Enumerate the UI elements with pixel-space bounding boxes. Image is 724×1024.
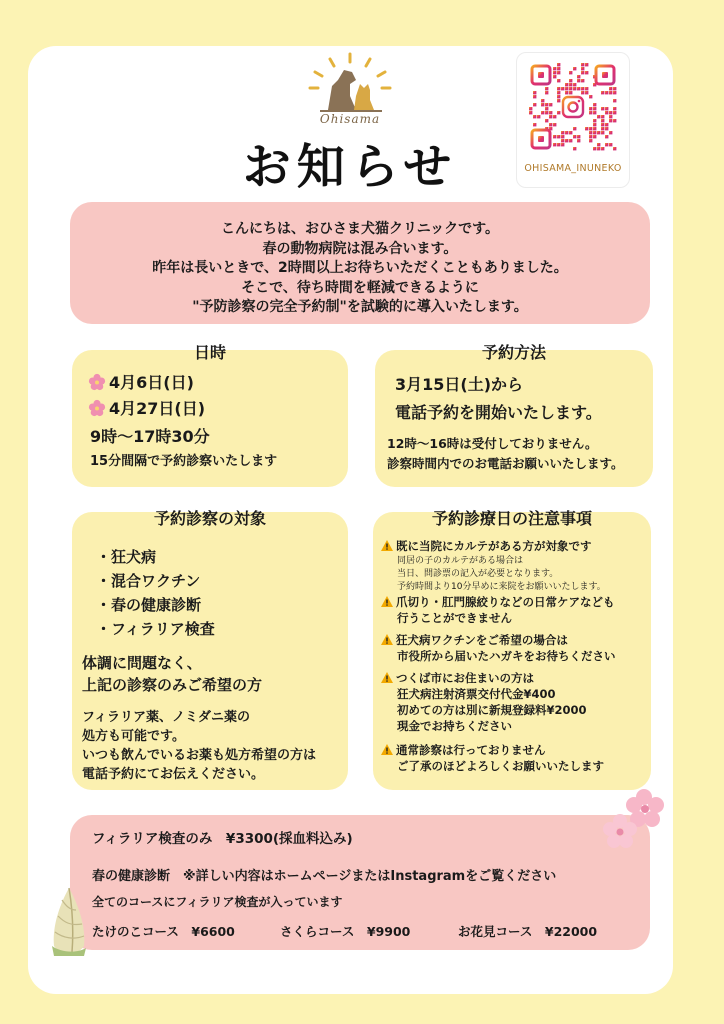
- schedule-box: [72, 343, 348, 487]
- schedule-hours: 9時〜17時30分: [90, 427, 210, 446]
- price-course: たけのこコース ¥6600: [92, 924, 235, 939]
- qr-module: [609, 91, 612, 94]
- cherry-blossom-icon: [88, 373, 106, 391]
- qr-module: [613, 91, 616, 94]
- target-item: ・春の健康診断: [96, 596, 202, 614]
- qr-module: [541, 99, 544, 102]
- qr-module: [589, 111, 592, 114]
- qr-module: [533, 123, 536, 126]
- reservation-title: 予約方法: [481, 343, 546, 362]
- qr-module: [561, 135, 564, 138]
- qr-module: [553, 123, 556, 126]
- price-box: [70, 815, 650, 950]
- logo-text: Ohisama: [319, 112, 381, 126]
- qr-module: [573, 87, 576, 90]
- qr-module: [549, 103, 552, 106]
- qr-module: [605, 127, 608, 130]
- qr-module: [533, 95, 536, 98]
- qr-module: [613, 147, 616, 150]
- note-1-sub: 当日、問診票の記入が必要となります。: [397, 569, 559, 579]
- qr-module: [577, 87, 580, 90]
- qr-module: [593, 119, 596, 122]
- qr-module: [557, 71, 560, 74]
- qr-module: [601, 115, 604, 118]
- qr-module: [565, 139, 568, 142]
- qr-module: [605, 143, 608, 146]
- price-checkup: 春の健康診断 ※詳しい内容はホームページまたはInstagramをご覧ください: [92, 869, 557, 884]
- note-4-cont: 初めての方は別に新規登録料¥2000: [397, 703, 587, 717]
- qr-module: [601, 123, 604, 126]
- qr-module: [605, 123, 608, 126]
- qr-module: [605, 111, 608, 114]
- qr-module: [597, 131, 600, 134]
- target-condition-1: 体調に問題なく、: [82, 654, 202, 672]
- qr-module: [609, 131, 612, 134]
- qr-module: [585, 91, 588, 94]
- target-extra: 電話予約にてお伝えください。: [82, 767, 265, 782]
- target-extra: いつも飲んでいるお薬も処方希望の方は: [82, 748, 317, 763]
- qr-module: [573, 135, 576, 138]
- qr-module: [581, 71, 584, 74]
- cherry-blossom-icon: [88, 399, 106, 417]
- warning-icon: [381, 634, 393, 645]
- qr-module: [609, 119, 612, 122]
- qr-module: [557, 143, 560, 146]
- instagram-qr-card[interactable]: [516, 52, 630, 188]
- qr-module: [549, 111, 552, 114]
- bamboo-shoot-illustration: [48, 886, 90, 958]
- note-3: 狂犬病ワクチンをご希望の場合は: [381, 632, 568, 648]
- qr-module: [577, 139, 580, 142]
- price-included: 全てのコースにフィラリア検査が入っています: [92, 895, 343, 909]
- qr-module: [569, 87, 572, 90]
- qr-module: [573, 147, 576, 150]
- intro-line: 昨年は長いときで、2時間以上お待ちいただくこともありました。: [152, 260, 568, 276]
- price-course: さくらコース ¥9900: [280, 924, 411, 939]
- reservation-start: 3月15日(土)から: [395, 375, 524, 394]
- target-condition-2: 上記の診察のみご希望の方: [82, 676, 263, 694]
- target-item: ・フィラリア検査: [96, 620, 215, 638]
- qr-module: [569, 91, 572, 94]
- qr-module: [529, 111, 532, 114]
- note-3-cont: 市役所から届いたハガキをお待ちください: [397, 649, 616, 663]
- qr-module: [541, 103, 544, 106]
- qr-module: [601, 91, 604, 94]
- qr-module: [553, 135, 556, 138]
- qr-module: [597, 115, 600, 118]
- qr-module: [585, 71, 588, 74]
- qr-module: [593, 103, 596, 106]
- qr-module: [609, 111, 612, 114]
- qr-module: [573, 67, 576, 70]
- warning-icon: [381, 672, 393, 683]
- qr-module: [613, 87, 616, 90]
- qr-module: [589, 139, 592, 142]
- warning-icon: [381, 540, 393, 551]
- qr-module: [565, 87, 568, 90]
- qr-module: [573, 83, 576, 86]
- qr-module: [585, 127, 588, 130]
- qr-module: [553, 67, 556, 70]
- price-filaria: フィラリア検査のみ ¥3300(採血料込み): [92, 831, 353, 847]
- schedule-title: 日時: [193, 343, 226, 362]
- qr-module: [545, 111, 548, 114]
- qr-module: [533, 91, 536, 94]
- page-title: お知らせ: [242, 139, 458, 195]
- qr-module: [569, 71, 572, 74]
- qr-module: [549, 115, 552, 118]
- qr-module: [589, 135, 592, 138]
- qr-module: [565, 83, 568, 86]
- qr-module: [569, 79, 572, 82]
- qr-module: [605, 107, 608, 110]
- qr-module: [609, 115, 612, 118]
- reservation-method: 電話予約を開始いたします。: [395, 403, 602, 422]
- qr-module: [561, 143, 564, 146]
- qr-module: [569, 139, 572, 142]
- reservation-note-1: 12時〜16時は受付しておりません。: [387, 436, 598, 451]
- qr-module: [577, 135, 580, 138]
- qr-module: [545, 91, 548, 94]
- qr-module: [545, 103, 548, 106]
- notes-box: [373, 509, 651, 790]
- qr-module: [537, 115, 540, 118]
- warning-icon: [381, 596, 393, 607]
- qr-module: [605, 91, 608, 94]
- schedule-date-2: 4月27日(日): [88, 396, 205, 419]
- note-4-cont: 狂犬病注射済票交付代金¥400: [397, 687, 556, 701]
- instagram-handle: OHISAMA_INUNEKO: [524, 163, 622, 174]
- targets-box: [72, 509, 348, 790]
- qr-module: [557, 67, 560, 70]
- note-1: 既に当院にカルテがある方が対象です: [381, 538, 592, 554]
- qr-module: [613, 119, 616, 122]
- instagram-qr-code[interactable]: [529, 63, 617, 151]
- qr-module: [593, 127, 596, 130]
- note-1-sub: 予約時間より10分早めに来院をお願いいたします。: [397, 582, 606, 592]
- qr-module: [561, 131, 564, 134]
- intro-line: こんにちは、おひさま犬猫クリニックです。: [220, 221, 500, 237]
- qr-module: [557, 95, 560, 98]
- note-4-cont: 現金でお持ちください: [397, 719, 512, 733]
- qr-module: [557, 87, 560, 90]
- qr-module: [589, 131, 592, 134]
- qr-module: [577, 75, 580, 78]
- qr-module: [533, 115, 536, 118]
- schedule-date-1: 4月6日(日): [88, 370, 194, 393]
- qr-module: [529, 107, 532, 110]
- qr-module: [593, 135, 596, 138]
- qr-module: [593, 131, 596, 134]
- qr-module: [585, 63, 588, 66]
- qr-module: [601, 107, 604, 110]
- notes-title: 予約診療日の注意事項: [431, 509, 592, 528]
- qr-module: [613, 99, 616, 102]
- intro-line: "予防診察の完全予約制"を試験的に導入いたします。: [192, 299, 528, 315]
- qr-module: [609, 143, 612, 146]
- note-5: 通常診察は行っておりません: [381, 742, 546, 758]
- qr-module: [565, 131, 568, 134]
- qr-module: [561, 139, 564, 142]
- note-1-sub: 同居の子のカルテがある場合は: [397, 556, 524, 566]
- qr-module: [553, 115, 556, 118]
- qr-module: [589, 95, 592, 98]
- qr-module: [577, 79, 580, 82]
- qr-module: [601, 147, 604, 150]
- target-extra: フィラリア薬、ノミダニ薬の: [82, 710, 250, 725]
- qr-module: [565, 91, 568, 94]
- qr-module: [557, 135, 560, 138]
- intro-box: [70, 202, 650, 324]
- qr-module: [581, 67, 584, 70]
- qr-module: [557, 79, 560, 82]
- cherry-blossom-cluster: [602, 785, 668, 851]
- qr-module: [609, 87, 612, 90]
- qr-module: [613, 111, 616, 114]
- qr-module: [593, 111, 596, 114]
- reservation-note-2: 診察時間内でのお電話お願いいたします。: [387, 456, 624, 471]
- qr-module: [533, 103, 536, 106]
- note-2-cont: 行うことができません: [397, 611, 512, 625]
- intro-line: そこで、待ち時間を軽減できるように: [241, 279, 479, 296]
- qr-module: [581, 91, 584, 94]
- target-item: ・混合ワクチン: [96, 572, 201, 590]
- qr-module: [605, 135, 608, 138]
- qr-module: [601, 127, 604, 130]
- qr-module: [557, 111, 560, 114]
- qr-module: [569, 131, 572, 134]
- qr-module: [589, 107, 592, 110]
- qr-module: [545, 87, 548, 90]
- qr-module: [561, 87, 564, 90]
- schedule-note: 15分間隔で予約診察いたします: [90, 454, 278, 469]
- intro-line: 春の動物病院は混み合います。: [262, 240, 458, 257]
- qr-module: [589, 127, 592, 130]
- qr-module: [553, 71, 556, 74]
- note-2: 爪切り・肛門腺絞りなどの日常ケアなども: [381, 594, 615, 610]
- price-course: お花見コース ¥22000: [458, 924, 598, 939]
- qr-module: [569, 83, 572, 86]
- target-extra: 処方も可能です。: [82, 729, 185, 744]
- qr-module: [553, 143, 556, 146]
- qr-module: [557, 91, 560, 94]
- reservation-box: [375, 343, 653, 487]
- qr-module: [545, 119, 548, 122]
- qr-module: [593, 123, 596, 126]
- target-item: ・狂犬病: [96, 548, 157, 566]
- qr-module: [545, 107, 548, 110]
- qr-module: [549, 123, 552, 126]
- qr-module: [553, 75, 556, 78]
- targets-title: 予約診察の対象: [153, 509, 266, 528]
- qr-module: [593, 107, 596, 110]
- qr-module: [557, 99, 560, 102]
- qr-module: [585, 87, 588, 90]
- qr-module: [597, 147, 600, 150]
- qr-module: [557, 63, 560, 66]
- qr-module: [613, 107, 616, 110]
- qr-module: [601, 119, 604, 122]
- qr-module: [581, 87, 584, 90]
- qr-module: [593, 147, 596, 150]
- qr-module: [541, 111, 544, 114]
- note-4: つくば市にお住まいの方は: [381, 670, 534, 686]
- qr-module: [581, 79, 584, 82]
- qr-module: [601, 131, 604, 134]
- warning-icon: [381, 744, 393, 755]
- qr-module: [597, 143, 600, 146]
- qr-module: [581, 63, 584, 66]
- qr-module: [573, 127, 576, 130]
- note-5-cont: ご了承のほどよろしくお願いいたします: [397, 759, 604, 773]
